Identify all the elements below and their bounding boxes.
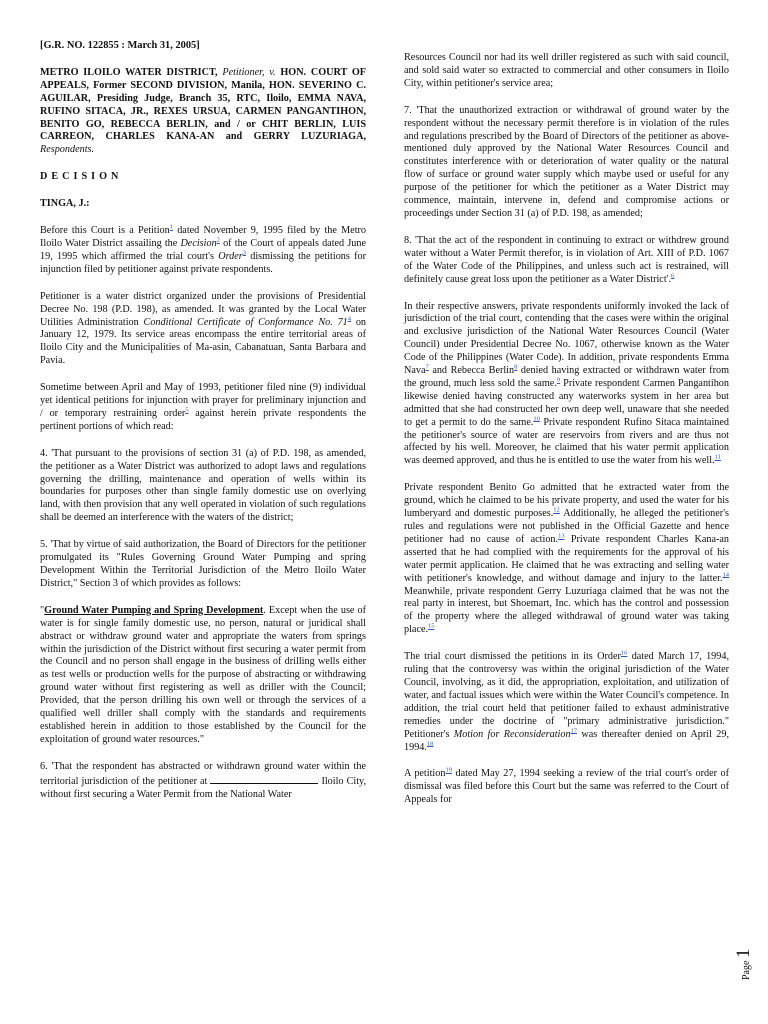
paragraph-allegation-4: 4. 'That pursuant to the provisions of section 31 (a) of P.D. 198, as amended, the petitioner as a Water District was authorized to adopt laws and regulations governing the drilling, maintenance and operation of wells within its boundaries for purposes other than single family domestic use on overlying land, with then provision that any well operated in violation of such regulations shall be deemed an interference with the waters of the district; xyxy=(40,447,366,524)
footnote-link[interactable]: 9 xyxy=(556,376,561,384)
footnote-link[interactable]: 19 xyxy=(445,767,452,775)
paragraph-allegation-6: 6. 'That the respondent has abstracted or withdrawn ground water within the territorial jurisdiction of the petitioner at Iloilo City, without first securing a Water Permit from the National Water xyxy=(40,760,366,800)
paragraph-benito-go: Private respondent Benito Go admitted that he extracted water from the ground, which he claimed to be his private property, and used the water for his lumberyard and domestic purposes.$^{12}$ Additionally, he alleged the petitioner's rules and regulations were not published in the Official Gazette and hence petitioner had no cause of action.$^{13}$ Private respondent Charles Kana-an asserted that he had complied with the requirements for the approval of his water permit application. He claimed that he was extracting and selling water with petitioner's knowledge, and without damage and injury to the latter.$^{14}$ Meanwhile, private respondent Gerry Luzuriaga claimed that he was not the real party in interest, but Shoemart, Inc. which has the control and possession of the property where the alleged withdrawal of ground water was taking place.$^{15}$ xyxy=(404,482,729,636)
footnote-link[interactable]: 15 xyxy=(428,622,435,630)
footnote-link[interactable]: 13 xyxy=(558,532,565,540)
paragraph-intro: Before this Court is a Petition$^1$ dated November 9, 1995 filed by the Metro Iloilo Water District assailing the Decision$^2$ of the Court of appeals dated June 19, 1995 which affirmed the trial court's Order$^3$ dismissing the petitions for injunction filed by petitioner against private respondents. xyxy=(40,223,367,275)
footnote-link[interactable]: 2 xyxy=(216,236,220,244)
paragraph-allegation-7: 7. 'That the unauthorized extraction or withdrawal of ground water by the respondent without the necessary permit therefore is in violation of the rules and regulations prescribed by the Board of Directors of the petitioner as above-mentioned duly approved by the National Water Resources Council and constitutes interference with or deterioration of water quality or the natural flow of surface or ground water supply which maybe used or useful for any purpose of the petitioner for which the petitioner as a Water District may commence, maintain, intervene in, defend and compromise actions or proceedings under Section 31 (a) of P.D. 198, as amended; xyxy=(404,104,729,219)
paragraph-allegation-5: 5. 'That by virtue of said authorization, the Board of Directors for the petitioner promulgated its "Rules Governing Ground Water Pumping and spring Development Within the Territorial Jurisdiction of the Metro Iloilo Water District," Section 3 of which provides as follows: xyxy=(40,539,366,589)
footnote-link[interactable]: 5 xyxy=(185,406,189,414)
paragraph-allegation-8: 8. 'That the act of the respondent in continuing to extract or withdrew ground water without a Water Permit therefor, is in violation of Art. XIII of P.D. 1067 of the Water Code of the Philippines, and unless such act is restrained, will definitely cause great loss upon the petitioner as a Water District'.$^6$ xyxy=(404,234,729,285)
case-caption: METRO ILOILO WATER DISTRICT, Petitioner, v. HON. COURT OF APPEALS, Former SECOND DIVISION, Manila, HON. SEVERINO C. AGUILAR, Presiding Judge, Branch 35, RTC, Iloilo, EMMA NAVA, RUFINO SITACA, JR., REXES URSUA, CARMEN PANGANTIHON, BENITO GO, REBECCA BERLIN, and / or CHIT BERLIN, LUIS CARREON, CHARLES KANA-AN and GERRY LUZURIAGA, Respondents. xyxy=(40,66,366,156)
paragraph-answers: In their respective answers, private respondents uniformly invoked the lack of jurisdiction of the trial court, contending that the cases were within the original and exclusive jurisdiction of the National Water Resources Council (Water Council) under Presidential Decree No. 1067, otherwise known as the Water Code of the Philippines (Water Code). In addition, private respondents Emma Nava$^7$ and Rebecca Berlin$^8$ denied having extracted or withdrawn water from the ground, much less sold the same.$^9$ Private respondent Carmen Pangantihon likewise denied having constructed any waterworks system in her area but admitted that she had constructed her own deep well, unaware that she needed to get a permit to do the same.$^{10}$ Private respondent Rufino Sitaca maintained the petitioner's source of water are reservoirs from rivers and are thus not affected by his well. Moreover, he claimed that his water permit application was deemed approved, and thus he is entitled to use the water from his well.$^{11}$ xyxy=(404,300,729,467)
case-number: [G.R. NO. 122855 : March 31, 2005] xyxy=(40,40,200,51)
decision-heading: DECISION xyxy=(40,171,123,183)
paragraph-rules-quote: "Ground Water Pumping and Spring Development. Except when the use of water is for single family domestic use, no person, natural or juridical shall abstract or withdraw ground water and appropriate the waters from springs within the jurisdiction of the District without first securing a water permit from the Council and no person shall engage in the business of drilling wells either as test wells or production wells for the purpose of abstracting or withdrawing ground water without first registering as well as driller with the Council; Provided, that the person drilling his own well or through the services of a qualified well driller shall comply with the standards and requirements established herein in addition to those established by the Council for the exploitation of ground water resources." xyxy=(40,604,366,745)
footnote-link[interactable]: 3 xyxy=(242,249,246,257)
right-column xyxy=(404,52,729,821)
footnote-link[interactable]: 17 xyxy=(570,727,578,735)
left-column xyxy=(40,40,366,816)
footnote-link[interactable]: 10 xyxy=(533,415,540,423)
footnote-link[interactable]: 8 xyxy=(514,363,518,371)
footnote-link[interactable]: 11 xyxy=(714,453,721,461)
footnote-link[interactable]: 18 xyxy=(426,740,434,748)
footnote-link[interactable]: 6 xyxy=(671,272,675,280)
footnote-link[interactable]: 1 xyxy=(169,223,173,231)
footnote-link[interactable]: 4 xyxy=(347,315,352,323)
paragraph-allegation-6-cont: Resources Council nor had its well driller registered as such with said council, and sold said water so extracted to commercial and other consumers in Iloilo City, within petitioner's service area; xyxy=(404,52,729,89)
ponente: TINGA, J.: xyxy=(40,198,90,210)
paragraph-petitions: Sometime between April and May of 1993, petitioner filed nine (9) individual yet identical petitions for injunction with prayer for preliminary injunction and / or temporary restraining order$^5$ against herein private respondents the pertinent portions of which read: xyxy=(40,382,366,432)
footnote-link[interactable]: 12 xyxy=(553,506,560,514)
footnote-link[interactable]: 14 xyxy=(722,571,729,579)
blank-line xyxy=(210,774,318,784)
paragraph-petitioner: Petitioner is a water district organized under the provisions of Presidential Decree No. 198 (P.D. 198), as amended. It was granted by the Local Water Utilities Administration Conditional Certificate of Conformance No. $71^4$ on January 12, 1979. Its service areas encompass the entire territorial areas of Iloilo City and the Municipalities of Ma-asin, Cabanatuan, Santa Barbara and Pavia. xyxy=(40,290,367,367)
paragraph-trial-court: The trial court dismissed the petitions in its Order$^{16}$ dated March 17, 1994, ruling that the controversy was within the original jurisdiction of the Water Council, involving, as it did, the appropriation, exploitation, and utilization of water, and factual issues which were within the Water Council's competence. In addition, the trial court held that petitioner failed to exhaust administrative remedies under the doctrine of "primary administrative jurisdiction." Petitioner's Motion for Reconsideration$^{17}$ was thereafter denied on April 29, 1994.18 xyxy=(404,649,729,753)
paragraph-petition-review: A petition$^{19}$ dated May 27, 1994 seeking a review of the trial court's order of dismissal was filed before this Court but the same was referred to the Court of Appeals for xyxy=(404,767,729,806)
footnote-link[interactable]: 16 xyxy=(620,649,628,657)
page-number: Page 1 xyxy=(733,948,754,980)
footnote-link[interactable]: 7 xyxy=(425,363,429,371)
